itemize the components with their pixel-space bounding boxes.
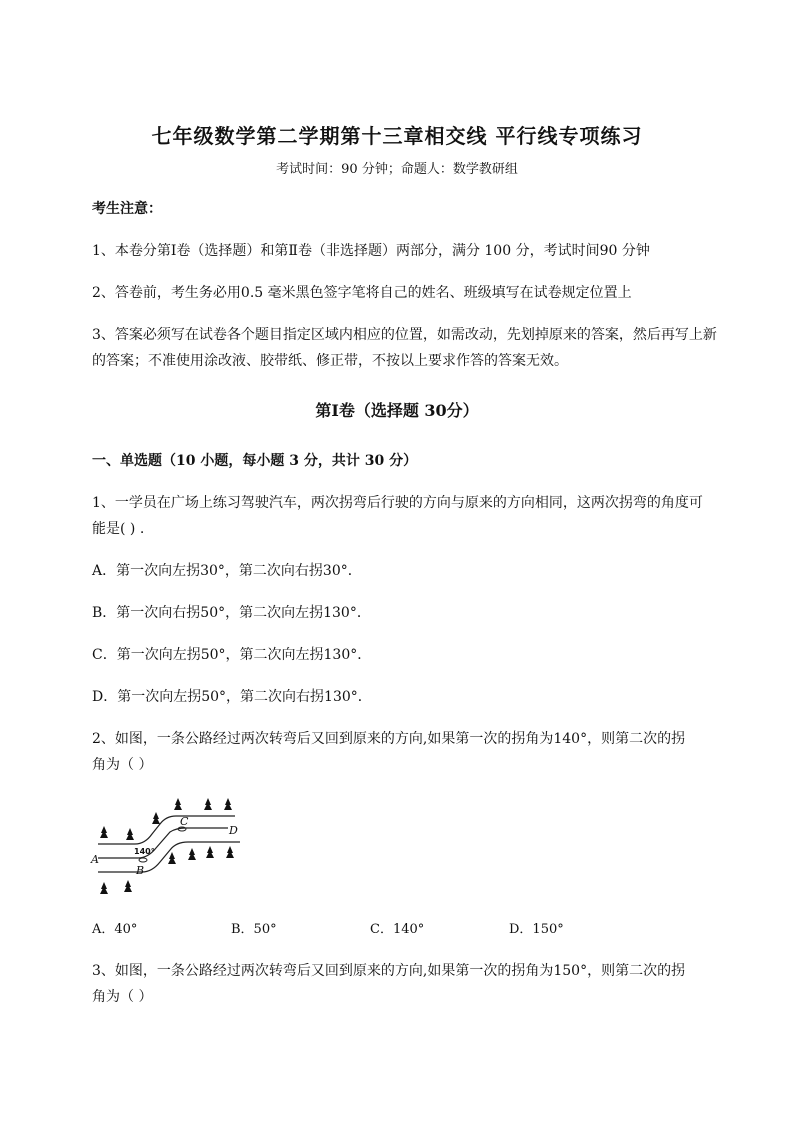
question-1-option-c: C．第一次向左拐50°，第二次向左拐130°．: [92, 647, 372, 663]
note-item-2: 2、答卷前，考生务必用0.5 毫米黑色签字笔将自己的姓名、班级填写在试卷规定位置上: [92, 285, 632, 301]
question-3-text: 3、如图，一条公路经过两次转弯后又回到原来的方向,如果第一次的拐角为150°，则第二次的拐: [92, 963, 686, 979]
notes-heading: 考生注意：: [92, 201, 162, 217]
question-1-option-b: B．第一次向右拐50°，第二次向左拐130°．: [92, 605, 371, 621]
tree-icons: [100, 798, 234, 894]
question-2-option-b: B．50°: [231, 922, 277, 937]
road-diagram: [90, 796, 250, 896]
label-d: D: [229, 824, 238, 837]
note-item-1: 1、本卷分第Ⅰ卷（选择题）和第Ⅱ卷（非选择题）两部分，满分 100 分，考试时间90 分钟: [92, 243, 650, 259]
turn-mark-b: [139, 858, 147, 862]
question-2-text-cont: 角为（ ）: [92, 757, 153, 773]
road-lower-edge: [98, 842, 240, 872]
road-upper-edge: [98, 816, 235, 844]
section-title: 第Ⅰ卷（选择题 30分）: [315, 401, 479, 420]
question-2-option-a: A．40°: [92, 922, 138, 937]
label-c: C: [180, 815, 189, 828]
question-1-text: 1、一学员在广场上练习驾驶汽车，两次拐弯后行驶的方向与原来的方向相同，这两次拐弯的角度可: [92, 495, 703, 511]
note-item-3-cont: 的答案；不准使用涂改液、胶带纸、修正带，不按以上要求作答的答案无效。: [92, 353, 568, 369]
question-3-text-cont: 角为（ ）: [92, 989, 153, 1005]
question-1-option-d: D．第一次向左拐50°，第二次向右拐130°．: [92, 689, 372, 705]
note-item-3: 3、答案必须写在试卷各个题目指定区域内相应的位置，如需改动，先划掉原来的答案，然后再写上新: [92, 327, 717, 343]
angle-label: 140°: [134, 847, 155, 856]
label-b: B: [136, 864, 145, 877]
question-2-text: 2、如图，一条公路经过两次转弯后又回到原来的方向,如果第一次的拐角为140°，则第二次的拐: [92, 731, 686, 747]
part-heading: 一、单选题（10 小题，每小题 3 分，共计 30 分）: [92, 453, 418, 469]
exam-info: 考试时间：90 分钟；命题人：数学教研组: [276, 162, 518, 177]
question-1-text-cont: 能是( ) .: [92, 521, 145, 537]
page-title: 七年级数学第二学期第十三章相交线 平行线专项练习: [151, 124, 643, 148]
question-1-option-a: A．第一次向左拐30°，第二次向右拐30°．: [92, 563, 362, 579]
label-a: A: [91, 853, 99, 866]
question-2-option-c: C．140°: [370, 922, 425, 937]
road-figure: [90, 796, 250, 896]
question-2-option-d: D．150°: [509, 922, 564, 937]
